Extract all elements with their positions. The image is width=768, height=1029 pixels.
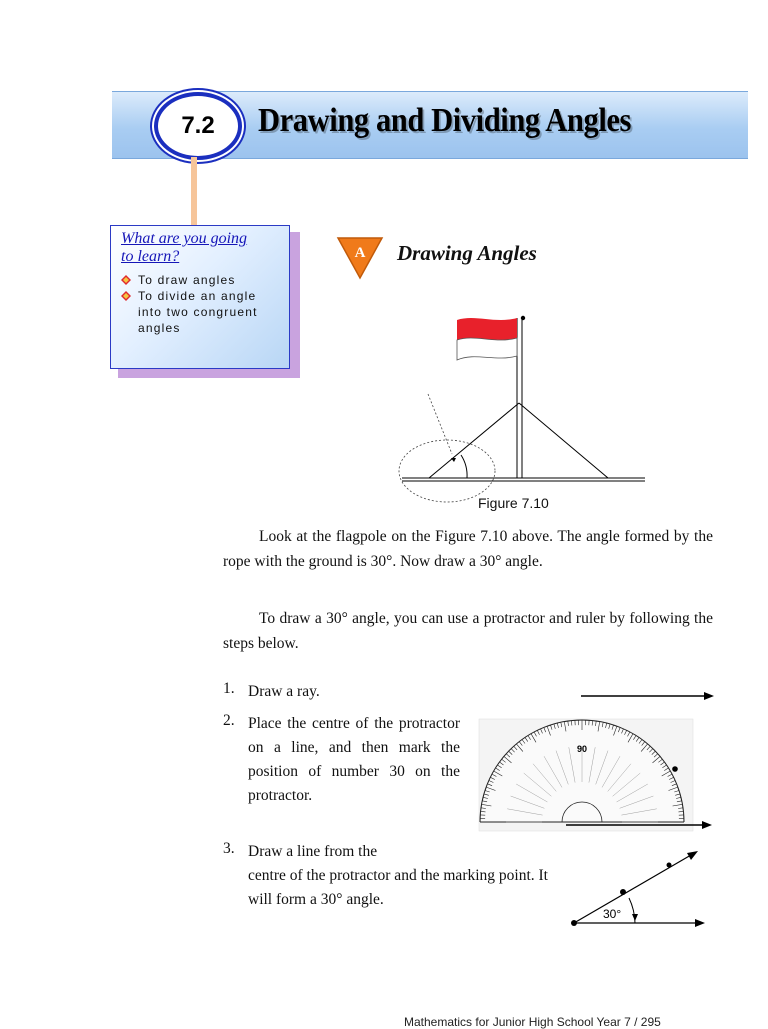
bullet-icon [121, 275, 131, 285]
angle-arrow [451, 458, 456, 462]
page-footer: Mathematics for Junior High School Year 7 / 295 [404, 1015, 661, 1029]
flag-red-part [457, 318, 517, 340]
step-text-line: centre of the protractor and the marking point. It will form a 30° angle. [248, 864, 568, 912]
step-number: 3. [223, 840, 235, 858]
body-paragraph: Look at the flagpole on the Figure 7.10 above. The angle formed by the rope with the ground is 30°. Now draw a 30° angle. [223, 525, 713, 574]
angle-centre-point [620, 889, 626, 895]
learning-objectives-box [110, 225, 290, 369]
protractor-90-label: 90 [577, 744, 587, 754]
step-number: 1. [223, 680, 235, 698]
pole-top [521, 316, 525, 320]
section-number-badge [154, 92, 242, 160]
angle-base-arrowhead [695, 919, 705, 927]
step-number: 2. [223, 712, 235, 730]
protractor-ray-arrowhead [702, 821, 712, 829]
learning-title-line-2: to learn? [121, 248, 179, 265]
flag-white-part [457, 338, 517, 360]
angle-marking-point [667, 863, 672, 868]
angle-label: 30° [603, 907, 621, 921]
angle-vertex [571, 920, 577, 926]
learning-objective-item [121, 272, 279, 288]
step-text: Place the centre of the protractor on a line, and then mark the position of number 30 on the protractor. [248, 712, 460, 808]
step-text [248, 840, 568, 912]
ray-figure [578, 686, 718, 706]
rope-right [519, 403, 608, 478]
rope-left [429, 403, 519, 478]
step-text-line: Draw a line from the [248, 840, 568, 864]
learning-objectives-title [121, 230, 279, 266]
figure-caption: Figure 7.10 [478, 495, 549, 511]
subsection-letter: A [355, 245, 366, 261]
angle-arc [461, 455, 467, 478]
body-paragraph: To draw a 30° angle, you can use a protractor and ruler by following the steps below. [223, 607, 713, 656]
bullet-icon [121, 291, 131, 301]
angle-30-figure [565, 845, 710, 933]
pointer-line [428, 394, 452, 454]
protractor-figure [476, 716, 716, 838]
section-title: Drawing and Dividing Angles [258, 102, 631, 140]
subsection-title: Drawing Angles [397, 241, 537, 266]
angle-second-arrowhead [687, 851, 698, 860]
learning-objective-text: To divide an angle into two congruent angles [138, 289, 258, 335]
subsection-triangle-icon [336, 236, 384, 280]
section-number: 7.2 [181, 112, 214, 140]
marking-point [672, 766, 678, 772]
learning-objective-text: To draw angles [138, 273, 236, 287]
connector-bar [191, 157, 197, 227]
learning-title-line-1: What are you going [121, 230, 247, 247]
angle-arc [629, 898, 635, 923]
highlight-circle [399, 440, 495, 502]
angle-arc-arrowhead [632, 914, 638, 921]
flagpole-figure [390, 310, 652, 508]
step-text: Draw a ray. [248, 680, 320, 704]
angle-second-ray [574, 855, 691, 923]
ray-arrowhead [704, 692, 714, 700]
learning-objective-item [121, 288, 279, 336]
